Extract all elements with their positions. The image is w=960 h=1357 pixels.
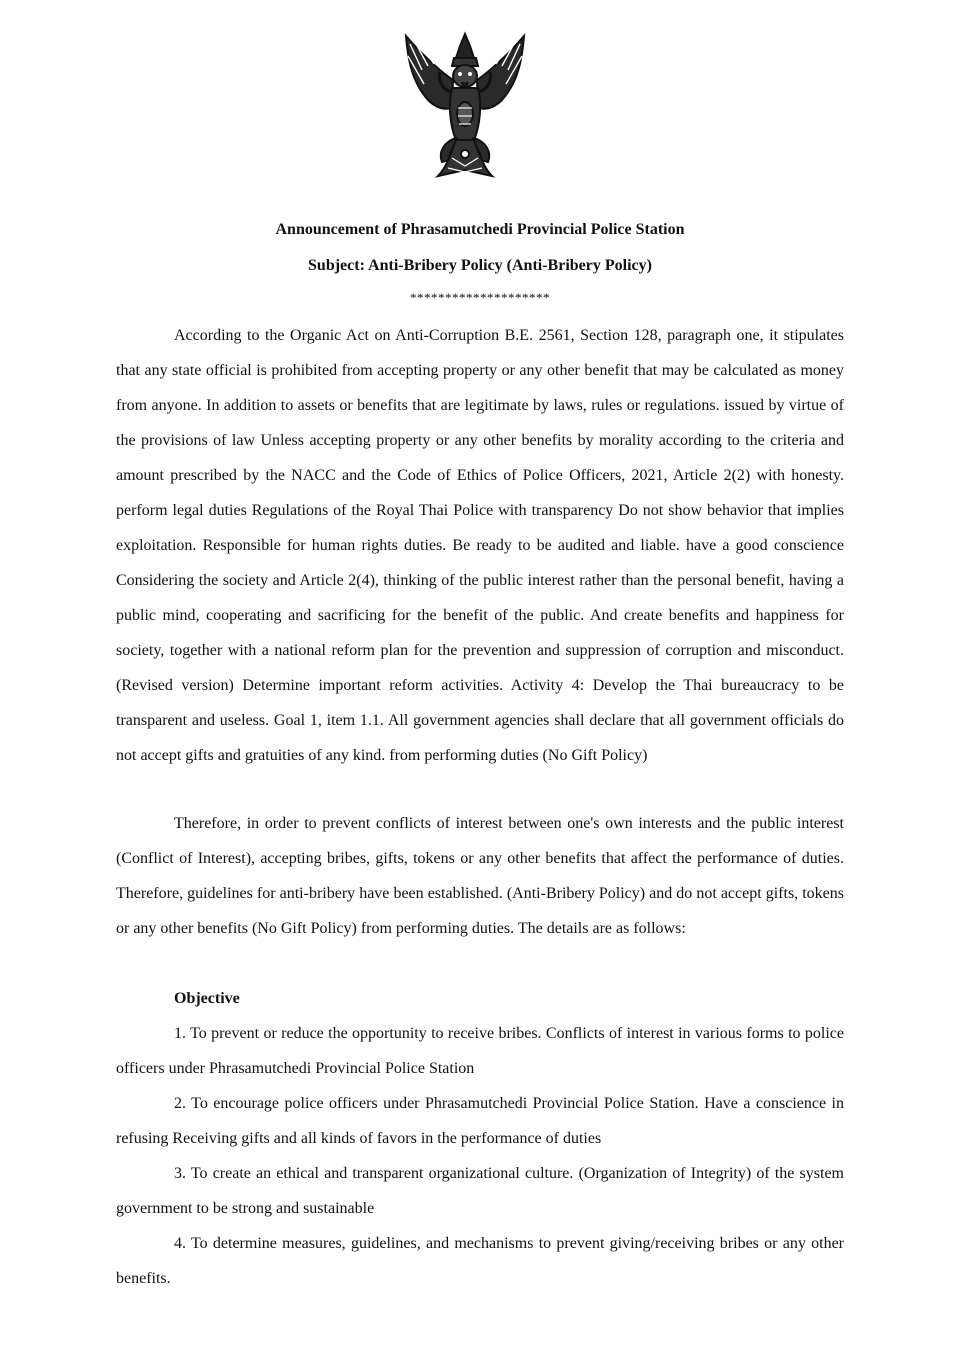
- objective-item: 3. To create an ethical and transparent organizational culture. (Organization of Integrity) of the system government to be strong and sustainable: [116, 1165, 844, 1217]
- objective-item: 1. To prevent or reduce the opportunity to receive bribes. Conflicts of interest in various forms to police officers under Phrasamutchedi Provincial Police Station: [116, 1025, 844, 1077]
- separator-line: ********************: [410, 290, 550, 305]
- objective-item: 2. To encourage police officers under Phrasamutchedi Provincial Police Station. Have a conscience in refusing Receiving gifts and all kinds of favors in the performance of duties: [116, 1095, 844, 1147]
- objective-item: 4. To determine measures, guidelines, and mechanisms to prevent giving/receiving bribes or any other benefits.: [116, 1235, 844, 1287]
- announcement-title: Announcement of Phrasamutchedi Provincial Police Station: [275, 221, 685, 238]
- objective-heading: Objective: [174, 990, 240, 1007]
- paragraph-therefore: Therefore, in order to prevent conflicts of interest between one's own interests and the public interest (Conflict of Interest), accepting bribes, gifts, tokens or any other benefits that affect the performance of duties. Therefore, guidelines for anti-bribery have been established. (Anti-Bribery Policy) and do not accept gifts, tokens or any other benefits (No Gift Policy) from performing duties. The details are as follows:: [116, 815, 844, 937]
- garuda-emblem-icon: [398, 30, 532, 182]
- announcement-subject: Subject: Anti-Bribery Policy (Anti-Bribery Policy): [308, 257, 652, 274]
- paragraph-intro: According to the Organic Act on Anti-Corruption B.E. 2561, Section 128, paragraph one, it stipulates that any state official is prohibited from accepting property or any other benefit that may be calculated as money from anyone. In addition to assets or benefits that are legitimate by laws, rules or regulations. issued by virtue of the provisions of law Unless accepting property or any other benefits by morality according to the criteria and amount prescribed by the NACC and the Code of Ethics of Police Officers, 2021, Article 2(2) with honesty. perform legal duties Regulations of the Royal Thai Police with transparency Do not show behavior that implies exploitation. Responsible for human rights duties. Be ready to be audited and liable. have a good conscience Considering the society and Article 2(4), thinking of the public interest rather than the personal benefit, having a public mind, cooperating and sacrificing for the benefit of the public. And create benefits and happiness for society, together with a national reform plan for the prevention and suppression of corruption and misconduct. (Revised version) Determine important reform activities. Activity 4: Develop the Thai bureaucracy to be transparent and useless. Goal 1, item 1.1. All government agencies shall declare that all government officials do not accept gifts and gratuities of any kind. from performing duties (No Gift Policy): [116, 327, 844, 764]
